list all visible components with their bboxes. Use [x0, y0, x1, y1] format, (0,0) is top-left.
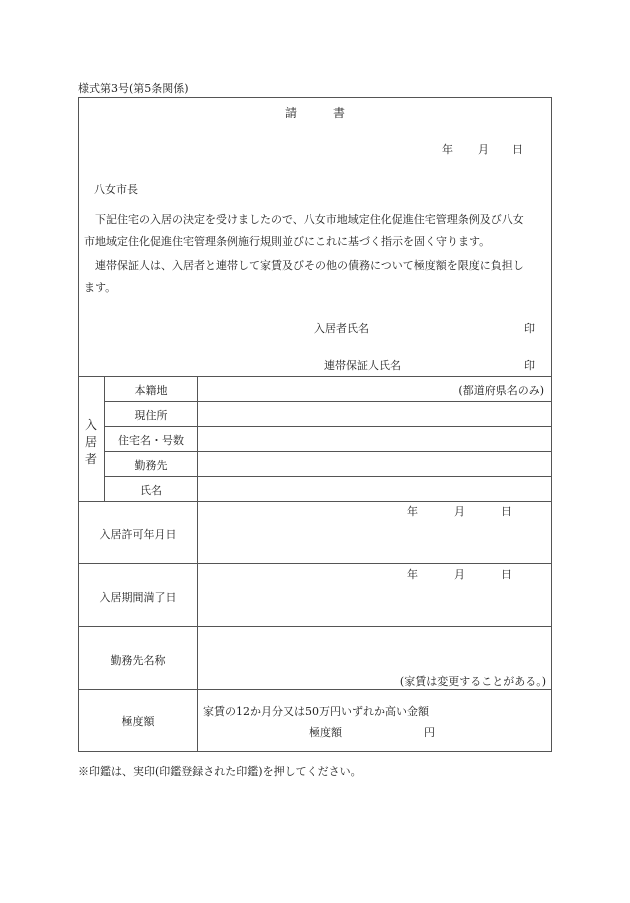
- table-top-line: [78, 376, 552, 377]
- expiry-month: 月: [454, 568, 465, 581]
- row-label-name: 氏名: [140, 484, 162, 497]
- tenant-name-label: 入居者氏名: [314, 322, 369, 335]
- rent-change-note: (家賃は変更することがある。): [399, 675, 546, 688]
- row-line-6: [78, 563, 552, 564]
- paragraph1-line2: 市地域定住化促進住宅管理条例施行規則並びにこれに基づく指示を固く守ります。: [84, 235, 491, 248]
- frame-right: [551, 97, 552, 752]
- expiry-date-label: 入居期間満了日: [99, 591, 177, 604]
- row-line-1: [104, 401, 552, 402]
- row-label-current-address: 現住所: [134, 409, 168, 422]
- row-line-3: [104, 451, 552, 452]
- row-label-workplace: 勤務先: [134, 459, 168, 472]
- row-line-2: [104, 426, 552, 427]
- move-in-month: 月: [454, 505, 465, 518]
- row-value-honseki-note: (都道府県名のみ): [458, 384, 544, 397]
- move-in-date-label: 入居許可年月日: [99, 528, 177, 541]
- row-line-7: [78, 626, 552, 627]
- limit-unit: 円: [424, 726, 435, 739]
- move-in-day: 日: [501, 505, 512, 518]
- frame-top: [78, 97, 552, 98]
- form-number-label: 様式第3号(第5条関係): [78, 82, 189, 95]
- date-year-label: 年: [442, 143, 453, 156]
- row-label-honseki: 本籍地: [134, 384, 168, 397]
- paragraph2-line2: ます。: [84, 281, 117, 294]
- workplace-name-label: 勤務先名称: [110, 654, 166, 667]
- row-line-4: [104, 476, 552, 477]
- expiry-year: 年: [407, 568, 418, 581]
- frame-bottom: [78, 751, 552, 752]
- tenant-seal-mark: 印: [524, 322, 535, 335]
- footnote: ※印鑑は、実印(印鑑登録された印鑑)を押してください。: [78, 765, 362, 778]
- limit-label: 極度額: [121, 715, 155, 728]
- date-day-label: 日: [512, 143, 523, 156]
- paragraph2-line1: 連帯保証人は、入居者と連帯して家賃及びその他の債務について極度額を限度に負担し: [95, 259, 524, 272]
- expiry-day: 日: [501, 568, 512, 581]
- date-month-label: 月: [478, 143, 489, 156]
- row-line-5: [78, 501, 552, 502]
- limit-description: 家賃の12か月分又は50万円いずれか高い金額: [203, 705, 429, 718]
- guarantor-seal-mark: 印: [524, 359, 535, 372]
- move-in-year: 年: [407, 505, 418, 518]
- guarantor-name-label: 連帯保証人氏名: [324, 359, 401, 372]
- limit-amount-label: 極度額: [309, 726, 342, 739]
- addressee: 八女市長: [94, 183, 138, 196]
- row-line-8: [78, 689, 552, 690]
- tenant-group-label: 入居者: [84, 418, 97, 466]
- row-label-housing-name: 住宅名・号数: [118, 434, 184, 447]
- form-title: 請 書: [284, 106, 345, 120]
- paragraph1-line1: 下記住宅の入居の決定を受けましたので、八女市地域定住化促進住宅管理条例及び八女: [95, 213, 524, 226]
- label-divider: [197, 376, 198, 752]
